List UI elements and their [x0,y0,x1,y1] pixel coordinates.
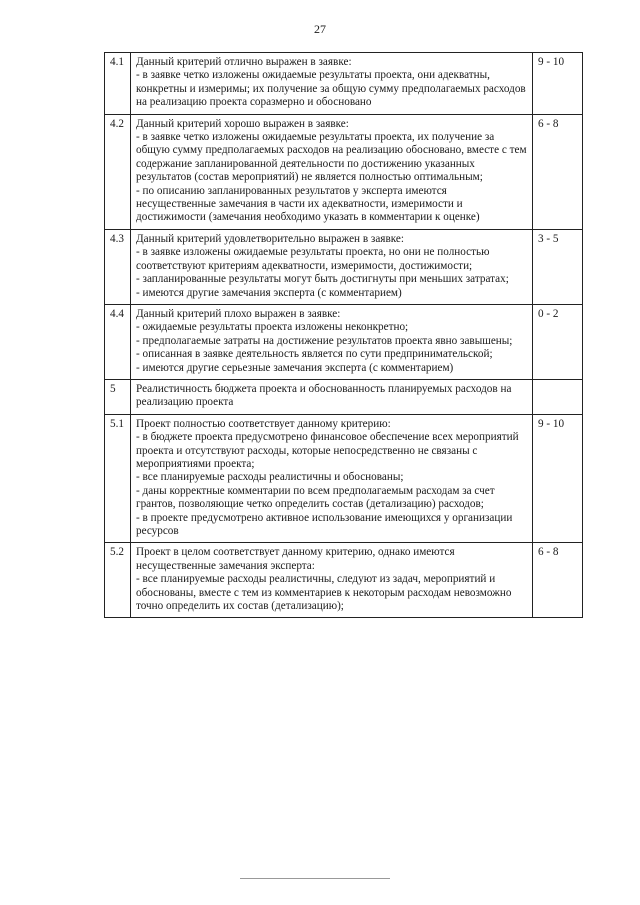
criterion-text-line: - все планируемые расходы реалистичны, следуют из задач, мероприятий и обоснованы, вместе с тем из комментариев к некоторым расходам невозможно точно определить их состав (детализацию); [136,573,512,613]
criteria-row [105,414,583,543]
criterion-text-line: - имеются другие серьезные замечания эксперта (с комментарием) [136,361,454,374]
criteria-row [105,379,583,414]
criterion-description [131,379,533,414]
criterion-score-range: 6 - 8 [533,543,583,618]
criterion-text-line: - запланированные результаты могут быть достигнуты при меньших затратах; [136,273,509,286]
criterion-score-range [533,379,583,414]
criterion-text-line: - по описанию запланированных результатов у эксперта имеются несущественные замечания в части их адекватности, измеримости и достижимости (замечания необходимо указать в комментарии к оценке) [136,184,480,224]
criterion-number: 4.1 [105,53,131,115]
footer-rule [240,878,390,879]
criterion-text-line: - в заявке изложены ожидаемые результаты проекта, но они не полностью соответствуют критериям адекватности, измеримости, достижимости; [136,246,490,272]
criterion-text-line: - описанная в заявке деятельность является по сути предпринимательской; [136,348,493,361]
criterion-text-line: Данный критерий хорошо выражен в заявке: [136,117,349,130]
criterion-description [131,304,533,379]
criterion-text-line: - даны корректные комментарии по всем предполагаемым расходам за счет грантов, позволяющие четко определить состав (детализацию) расходов; [136,484,495,511]
criterion-text-line: - в бюджете проекта предусмотрено финансовое обеспечение всех мероприятий проекта и отсутствуют расходы, которые непосредственно не связаны с мероприятиями проекта; [136,431,519,470]
criteria-row [105,543,583,618]
criterion-number: 4.3 [105,229,131,304]
criterion-description [131,229,533,304]
criterion-text-line: - в заявке четко изложены ожидаемые результаты проекта, они адекватны, конкретны и измеримы; их получение за общую сумму предполагаемых расходов на реализацию проекта соразмерно и обосновано [136,69,526,109]
criterion-score-range: 9 - 10 [533,53,583,115]
criterion-description [131,53,533,115]
criterion-text-line: Данный критерий плохо выражен в заявке: [136,307,341,320]
criterion-text-line: Реалистичность бюджета проекта и обоснованность планируемых расходов на реализацию проекта [136,382,512,409]
criterion-text-line: - предполагаемые затраты на достижение результатов проекта явно завышены; [136,334,513,347]
criterion-number: 5.1 [105,414,131,543]
criterion-score-range: 9 - 10 [533,414,583,543]
criterion-text-line: Проект в целом соответствует данному критерию, однако имеются несущественные замечания эксперта: [136,546,455,572]
criterion-number: 5.2 [105,543,131,618]
criterion-number: 5 [105,379,131,414]
criteria-row [105,114,583,229]
criterion-description [131,114,533,229]
criterion-number: 4.4 [105,304,131,379]
criterion-score-range: 3 - 5 [533,229,583,304]
criterion-text-line: - в проекте предусмотрено активное использование имеющихся у организации ресурсов [136,511,513,537]
criteria-row [105,53,583,115]
criterion-text-line: - все планируемые расходы реалистичны и обоснованы; [136,471,404,484]
criterion-description [131,543,533,618]
criterion-description [131,414,533,543]
page-number: 27 [314,22,326,36]
criteria-row [105,304,583,379]
criterion-text-line: - ожидаемые результаты проекта изложены неконкретно; [136,321,409,334]
criterion-number: 4.2 [105,114,131,229]
criteria-row [105,229,583,304]
criteria-table [104,52,583,618]
criterion-score-range: 0 - 2 [533,304,583,379]
criterion-score-range: 6 - 8 [533,114,583,229]
criterion-text-line: Проект полностью соответствует данному критерию: [136,417,391,430]
criterion-text-line: Данный критерий отлично выражен в заявке: [136,56,352,68]
criterion-text-line: - имеются другие замечания эксперта (с комментарием) [136,286,402,299]
criterion-text-line: - в заявке четко изложены ожидаемые результаты проекта, их получение за общую сумму предполагаемых расходов на реализацию обосновано, вместе с тем содержание запланированной деятельности по достижению указанных результатов (состав мероприятий) не является полностью оптимальным; [136,131,527,184]
criterion-text-line: Данный критерий удовлетворительно выражен в заявке: [136,232,404,245]
